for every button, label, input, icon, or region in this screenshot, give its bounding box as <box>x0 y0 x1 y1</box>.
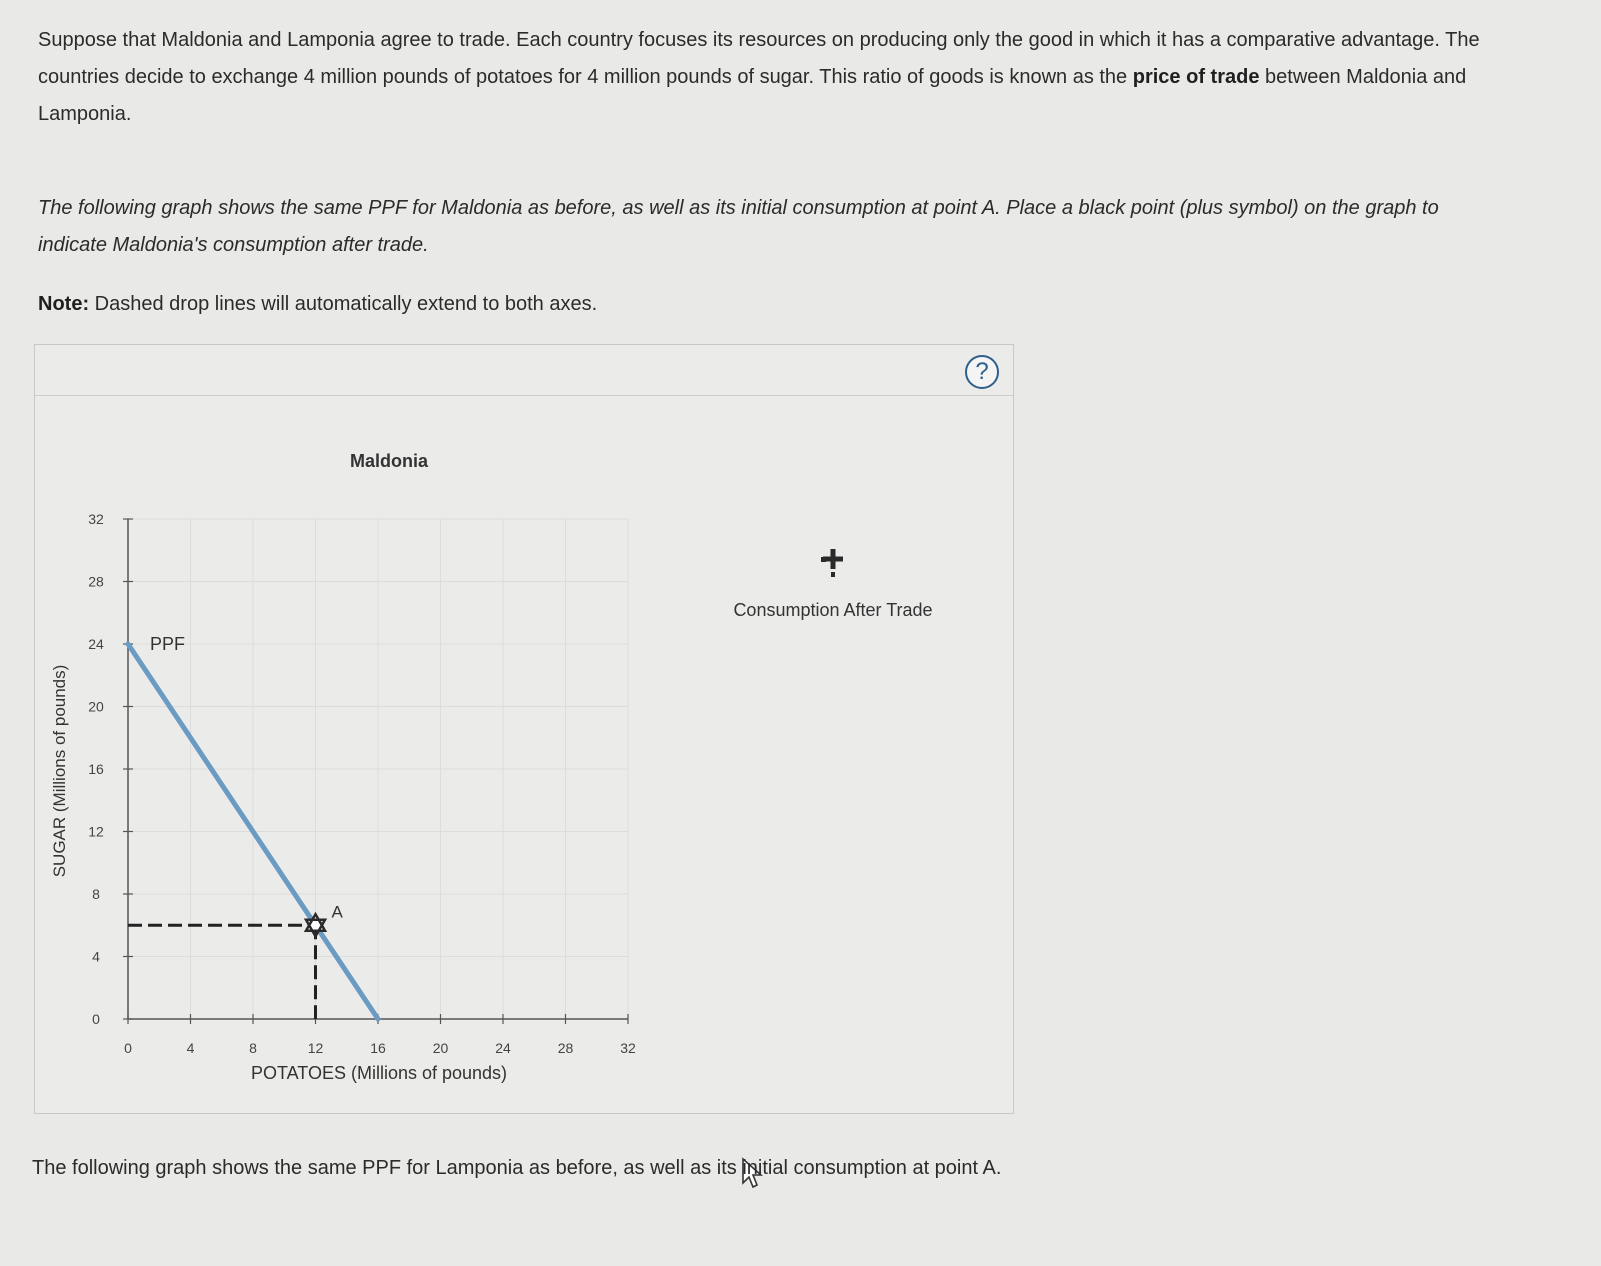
ppf-label: PPF <box>150 634 186 654</box>
lamponia-intro-paragraph: The following graph shows the same PPF for Lamponia as before, as well as its initial consumption at point A. <box>32 1157 1002 1179</box>
x-tick-label: 32 <box>620 1040 636 1056</box>
point-a-label: A <box>331 902 343 922</box>
x-tick-label: 28 <box>557 1040 574 1056</box>
x-axis-label: POTATOES (Millions of pounds) <box>250 1063 508 1083</box>
y-tick-label: 0 <box>92 1011 100 1027</box>
x-tick-label: 4 <box>186 1040 195 1056</box>
x-tick-label: 12 <box>307 1040 324 1056</box>
y-tick-label: 16 <box>88 761 104 777</box>
x-tick-label: 0 <box>124 1040 132 1056</box>
consumption-after-trade-tool[interactable] <box>733 549 932 620</box>
y-tick-label: 24 <box>88 636 104 652</box>
x-tick-label: 20 <box>432 1040 449 1056</box>
y-tick-label: 8 <box>92 886 100 902</box>
help-button[interactable]: ? <box>965 355 999 389</box>
y-tick-label: 20 <box>88 698 104 715</box>
x-tick-label: 24 <box>495 1040 511 1056</box>
graph-panel <box>34 344 1014 1114</box>
y-tick-label: 28 <box>88 573 104 590</box>
chart-grid <box>128 519 628 1019</box>
x-tick-label: 8 <box>249 1040 257 1056</box>
chart[interactable] <box>35 345 1013 1113</box>
plus-point-icon[interactable] <box>821 549 843 577</box>
y-tick-label: 4 <box>92 948 100 965</box>
chart-ticks <box>88 511 636 1056</box>
y-tick-label: 32 <box>88 511 104 527</box>
y-axis-label: SUGAR (Millions of pounds) <box>50 664 69 878</box>
consumption-after-trade-label: Consumption After Trade <box>733 600 933 620</box>
chart-title: Maldonia <box>349 451 429 471</box>
instruction-paragraph: The following graph shows the same PPF for Maldonia as before, as well as its initial consumption at point A. Place a black point (plus symbol) on the graph to indicate Maldonia's consumption after trade. <box>38 197 1439 256</box>
intro-paragraph: Suppose that Maldonia and Lamponia agree to trade. Each country focuses its resources on producing only the good in which it has a comparative advantage. The countries decide to exchange 4 million pounds of potatoes for 4 million pounds of sugar. This ratio of goods is known as the price of trade between Maldonia and Lamponia. <box>38 29 1480 125</box>
y-tick-label: 12 <box>88 823 104 840</box>
x-tick-label: 16 <box>370 1040 386 1056</box>
note-paragraph: Note: Dashed drop lines will automatically extend to both axes. <box>38 293 598 315</box>
